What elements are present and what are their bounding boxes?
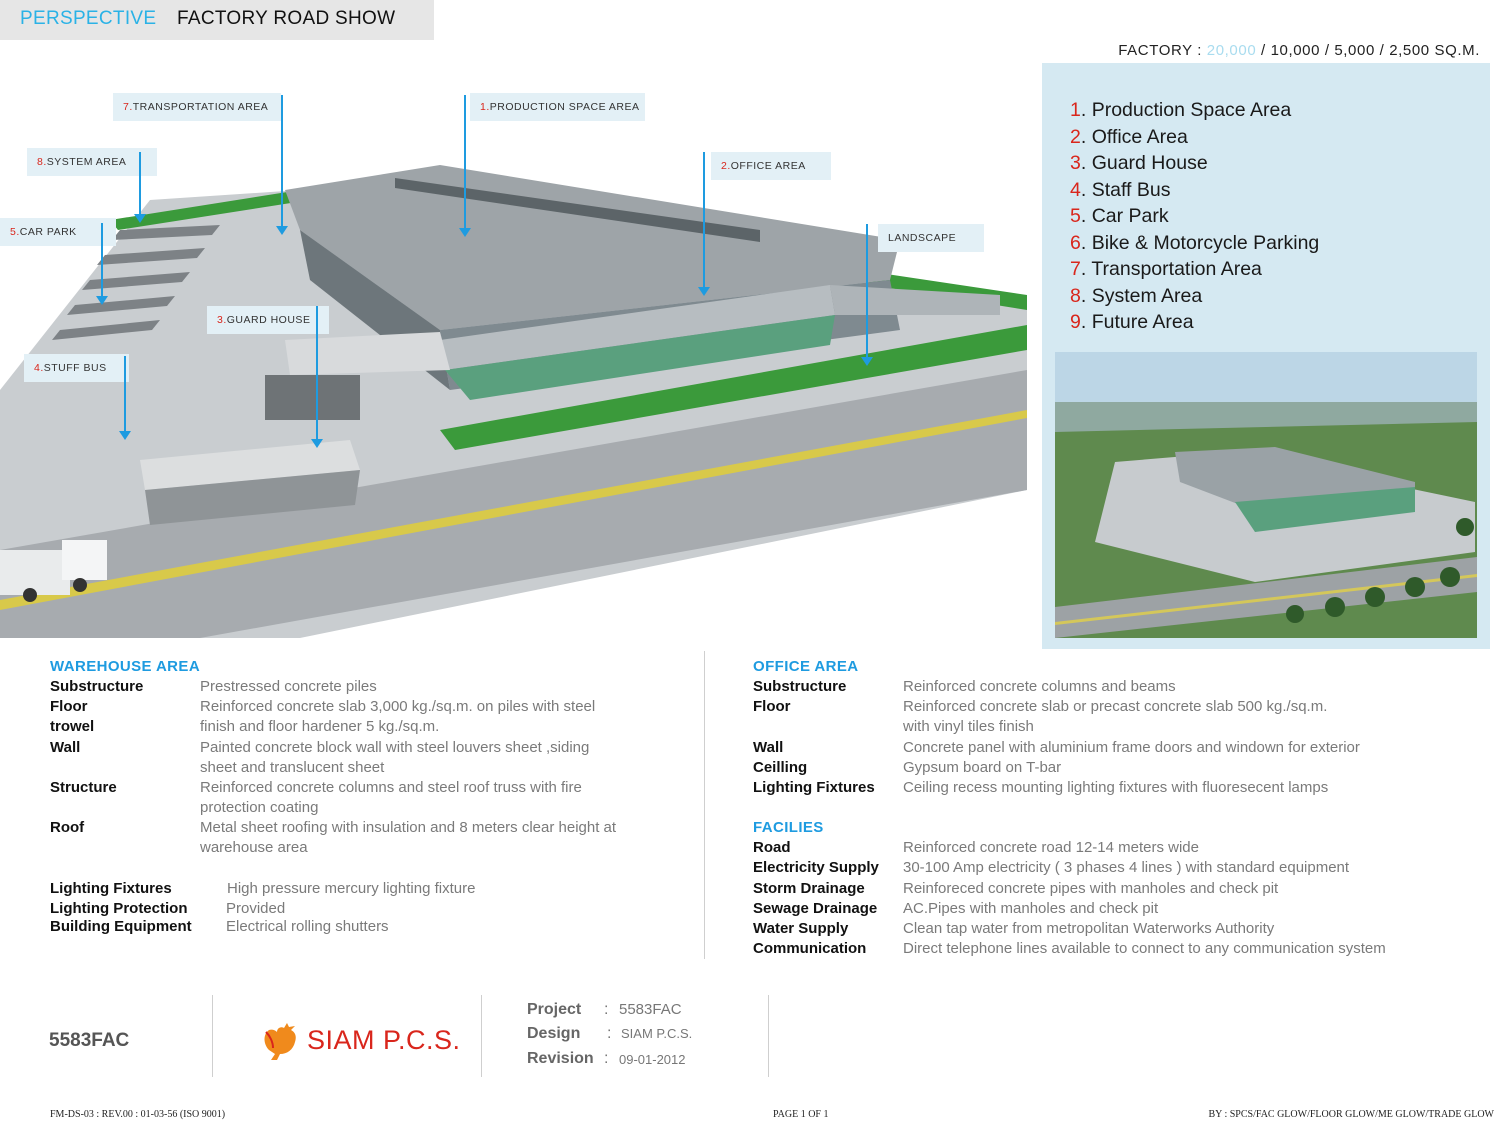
callout-guard-house: 3.GUARD HOUSE: [207, 306, 329, 334]
revision-label: Revision: [527, 1050, 594, 1067]
page-title: FACTORY ROAD SHOW: [177, 8, 396, 29]
revision-value: 09-01-2012: [619, 1052, 686, 1067]
document-code: 5583FAC: [49, 1030, 130, 1051]
arrow-down-icon: [866, 224, 868, 362]
footer-divider: [212, 995, 213, 1077]
aerial-photo: [1055, 352, 1477, 638]
legend-item: 7. Transportation Area: [1070, 258, 1262, 280]
legend-item: 3. Guard House: [1070, 152, 1208, 174]
project-value: 5583FAC: [619, 1001, 682, 1018]
colon: :: [607, 1025, 612, 1042]
arrow-down-icon: [464, 95, 466, 233]
colon: :: [604, 1050, 609, 1067]
arrow-down-icon: [139, 152, 141, 219]
arrow-down-icon: [124, 356, 126, 436]
footer-divider: [768, 995, 769, 1077]
factory-size-highlight: 20,000: [1206, 42, 1257, 59]
arrow-down-icon: [281, 95, 283, 231]
callout-transportation-area: 7.TRANSPORTATION AREA: [113, 93, 281, 121]
project-label: Project: [527, 1001, 582, 1018]
legend-item: 9. Future Area: [1070, 311, 1194, 333]
page-number: PAGE 1 OF 1: [773, 1109, 829, 1120]
arrow-down-icon: [703, 152, 705, 292]
colon: :: [604, 1001, 609, 1018]
factory-size-line: [1118, 42, 1480, 59]
rooster-logo-icon: [261, 1020, 301, 1062]
callout-system-area: 8.SYSTEM AREA: [27, 148, 157, 176]
warehouse-section-title: WAREHOUSE AREA: [50, 658, 201, 675]
design-value: SIAM P.C.S.: [621, 1026, 693, 1041]
factory-size-rest: / 10,000 / 5,000 / 2,500 SQ.M.: [1256, 42, 1480, 59]
title-accent: PERSPECTIVE: [20, 8, 157, 29]
arrow-down-icon: [101, 223, 103, 301]
arrow-down-icon: [316, 306, 318, 444]
callout-stuff-bus: 4.STUFF BUS: [24, 354, 129, 382]
legend-list: [1070, 97, 1319, 336]
legend-item: 2. Office Area: [1070, 125, 1188, 148]
footer-divider: [481, 995, 482, 1077]
callout-production-space-area: 1.PRODUCTION SPACE AREA: [470, 93, 645, 121]
callout-car-park: 5.CAR PARK: [0, 218, 116, 246]
design-label: Design: [527, 1025, 581, 1042]
prepared-by: BY : SPCS/FAC GLOW/FLOOR GLOW/ME GLOW/TRADE GLOW: [1208, 1109, 1494, 1120]
facilities-section-title: FACILIES: [753, 819, 824, 836]
legend-item: 5. Car Park: [1070, 205, 1169, 227]
callout-landscape: LANDSCAPE: [878, 224, 984, 252]
legend-item: 8. System Area: [1070, 284, 1203, 307]
form-code: FM-DS-03 : REV.00 : 01-03-56 (ISO 9001): [50, 1109, 226, 1120]
factory-size-label: FACTORY :: [1118, 42, 1207, 59]
legend-item: 6. Bike & Motorcycle Parking: [1070, 231, 1320, 254]
office-section-title: OFFICE AREA: [753, 658, 859, 675]
legend-item: 4. Staff Bus: [1070, 178, 1171, 201]
company-logo-text: SIAM P.C.S.: [307, 1025, 461, 1055]
title-bar: [0, 0, 434, 40]
legend-item: 1. Production Space Area: [1070, 99, 1292, 121]
section-divider: [704, 651, 705, 959]
callout-office-area: 2.OFFICE AREA: [711, 152, 831, 180]
